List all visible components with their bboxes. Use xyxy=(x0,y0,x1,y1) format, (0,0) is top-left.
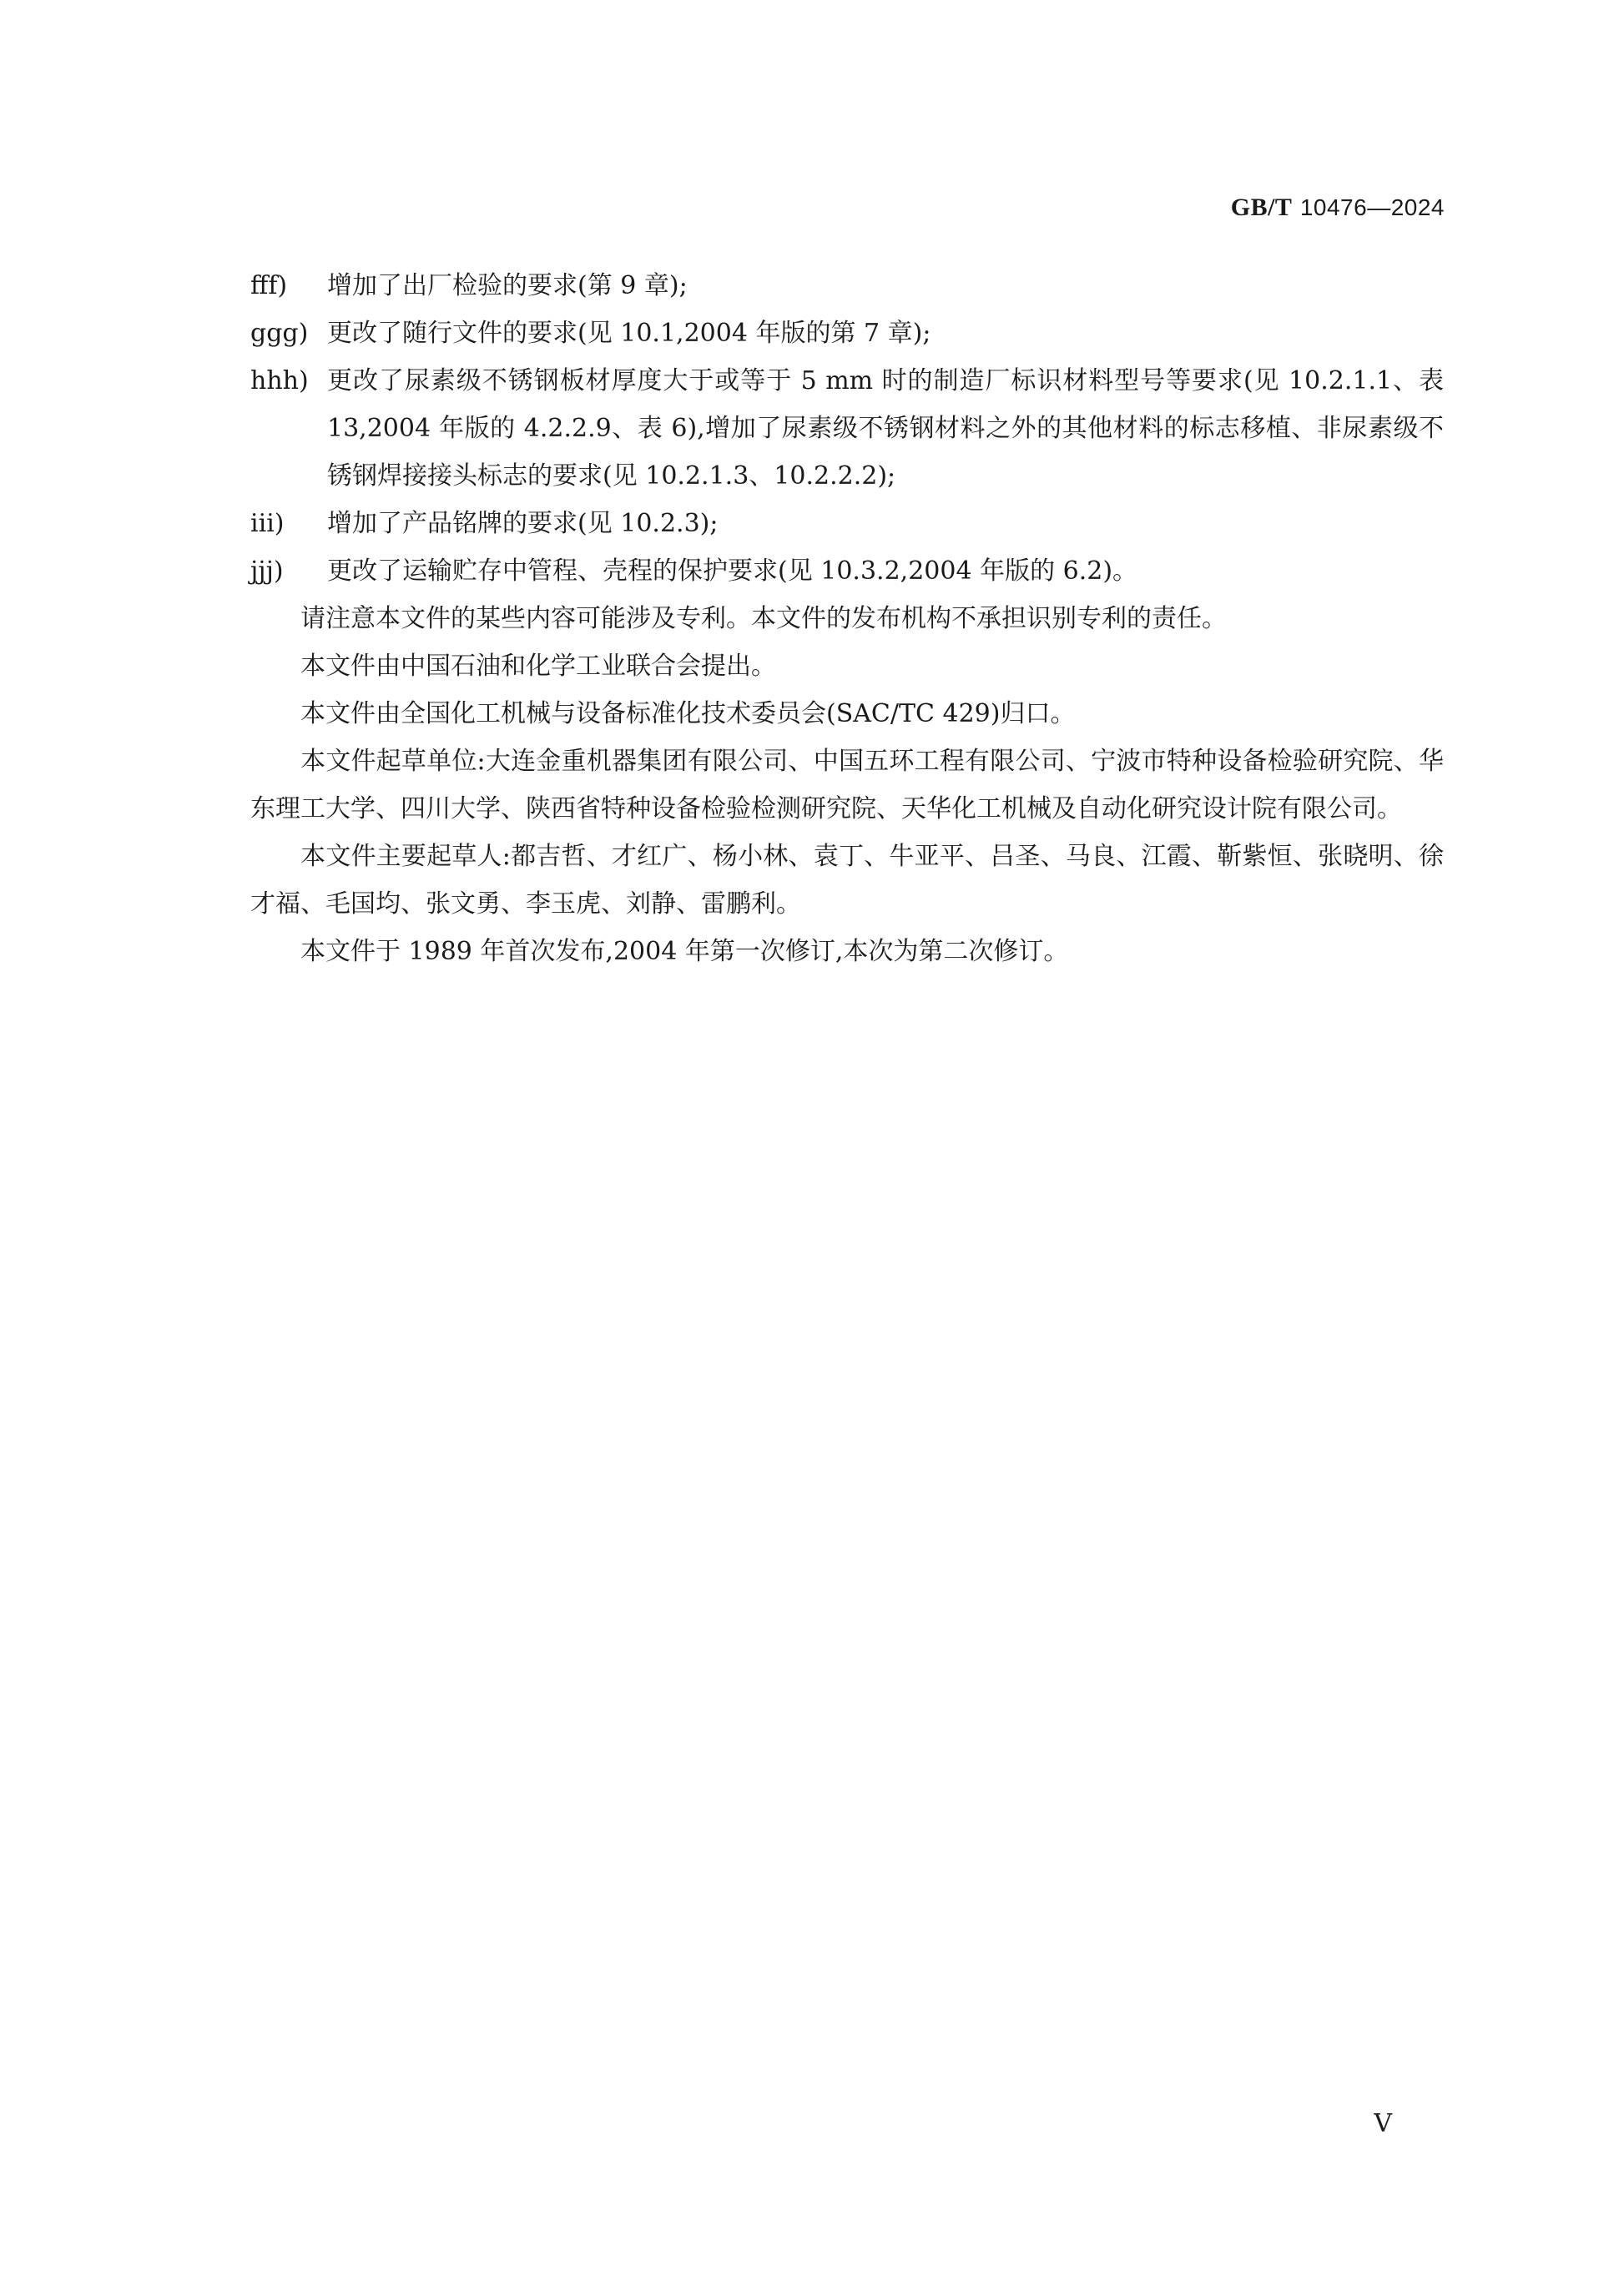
list-item xyxy=(250,500,1444,547)
document-body xyxy=(250,262,1444,975)
drafting-units-paragraph: 本文件起草单位:大连金重机器集团有限公司、中国五环工程有限公司、宁波市特种设备检验研究院、华东理工大学、四川大学、陕西省特种设备检验检测研究院、天华化工机械及自动化研究设计院有限公司。 xyxy=(250,747,1444,823)
list-item xyxy=(250,310,1444,357)
committee-paragraph: 本文件由全国化工机械与设备标准化技术委员会(SAC/TC 429)归口。 xyxy=(300,699,1076,728)
list-item xyxy=(250,262,1444,310)
list-item-text: 更改了随行文件的要求(见 10.1,2004 年版的第 7 章); xyxy=(327,319,931,348)
list-item-text: 更改了运输贮存中管程、壳程的保护要求(见 10.3.2,2004 年版的 6.2)。 xyxy=(327,556,1138,586)
list-item-text: 增加了出厂检验的要求(第 9 章); xyxy=(327,271,688,300)
list-marker: jjj) xyxy=(250,556,284,586)
list-item xyxy=(250,547,1444,595)
publication-history-paragraph: 本文件于 1989 年首次发布,2004 年第一次修订,本次为第二次修订。 xyxy=(300,937,1069,966)
list-marker: ggg) xyxy=(250,319,309,348)
list-item xyxy=(250,357,1444,500)
list-item-text: 更改了尿素级不锈钢板材厚度大于或等于 5 mm 时的制造厂标识材料型号等要求(见 10.2.1.1、表 13,2004 年版的 4.2.2.9、表 6),增加了尿素级不锈钢材料之外的其他材料的标志移植、非尿素级不锈钢焊接接头标志的要求(见 10.2.1.3、10.2.2.2); xyxy=(327,366,1444,491)
standard-number: 10476—2024 xyxy=(1299,194,1445,220)
list-item-text: 增加了产品铭牌的要求(见 10.2.3); xyxy=(327,509,719,538)
patent-notice-paragraph: 请注意本文件的某些内容可能涉及专利。本文件的发布机构不承担识别专利的责任。 xyxy=(300,604,1227,633)
standard-prefix: GB/T xyxy=(1230,194,1293,221)
page-number: V xyxy=(1374,2109,1392,2138)
standard-code-header xyxy=(1231,194,1445,222)
list-marker: iii) xyxy=(250,509,285,538)
list-marker: hhh) xyxy=(250,366,309,395)
drafters-paragraph: 本文件主要起草人:都吉哲、才红广、杨小林、袁丁、牛亚平、吕圣、马良、江霞、靳紫恒、张晓明、徐才福、毛国均、张文勇、李玉虎、刘静、雷鹏利。 xyxy=(250,842,1444,919)
proposer-paragraph: 本文件由中国石油和化学工业联合会提出。 xyxy=(300,652,776,681)
list-marker: fff) xyxy=(250,271,288,300)
